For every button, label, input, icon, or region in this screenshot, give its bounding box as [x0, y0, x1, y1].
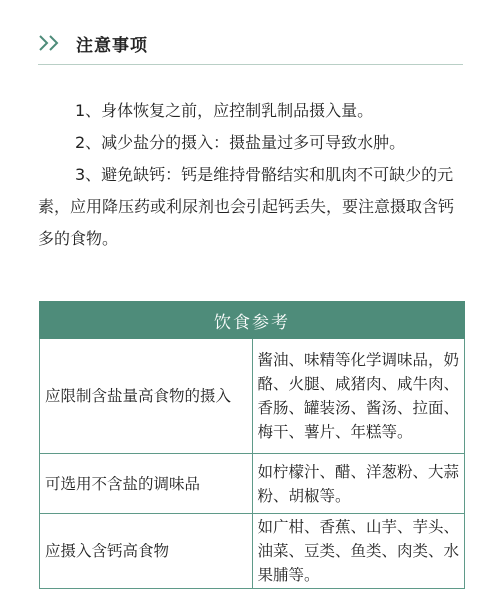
section-title: 注意事项 [76, 35, 148, 56]
table-row [40, 514, 465, 589]
double-chevron-icon [38, 34, 70, 52]
note-item: 3、避免缺钙：钙是维持骨骼结实和肌肉不可缺少的元素，应用降压药或利尿剂也会引起钙丢失，要注意摄取含钙多的食物。 [38, 165, 455, 248]
row-category: 可选用不含盐的调味品 [40, 454, 253, 514]
table-row [40, 339, 465, 454]
section-heading [38, 30, 148, 56]
table-title: 饮食参考 [40, 302, 465, 339]
row-items: 如广柑、香蕉、山芋、芋头、油菜、豆类、鱼类、肉类、水果脯等。 [252, 514, 465, 589]
notes-list [38, 95, 468, 255]
note-item: 2、减少盐分的摄入：摄盐量过多可导致水肿。 [75, 133, 406, 152]
heading-divider [38, 64, 463, 65]
row-category: 应摄入含钙高食物 [40, 514, 253, 589]
row-items: 如柠檬汁、醋、洋葱粉、大蒜粉、胡椒等。 [252, 454, 465, 514]
note-item: 1、身体恢复之前，应控制乳制品摄入量。 [75, 101, 374, 120]
row-items: 酱油、味精等化学调味品，奶酪、火腿、咸猪肉、咸牛肉、香肠、罐装汤、酱汤、拉面、梅干、薯片、年糕等。 [252, 339, 465, 454]
row-category: 应限制含盐量高食物的摄入 [40, 339, 253, 454]
table-row [40, 454, 465, 514]
diet-reference-table [39, 301, 465, 589]
